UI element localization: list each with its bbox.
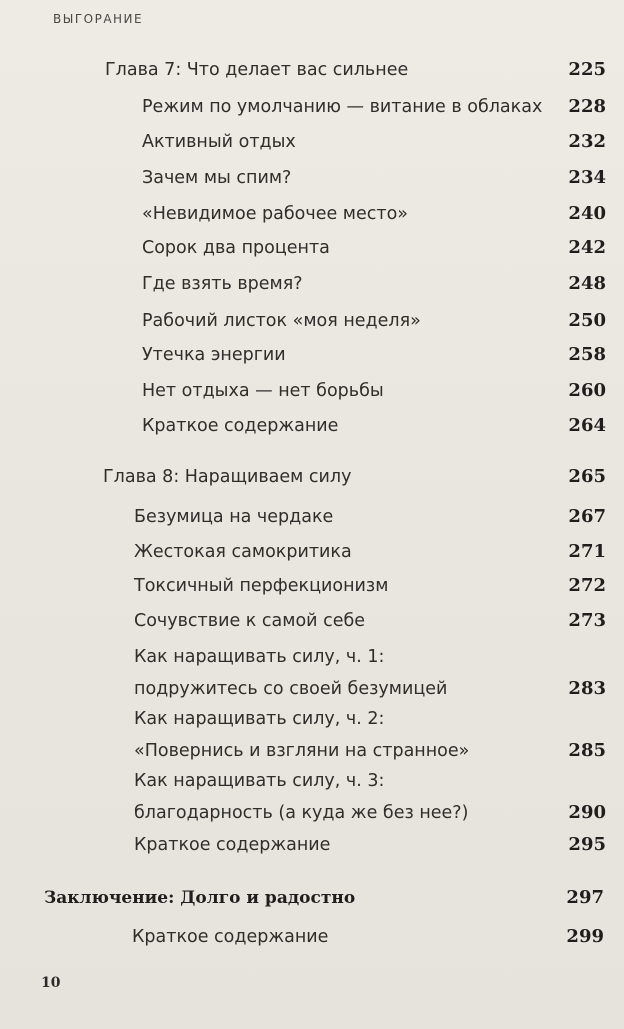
- toc-item-title: Безумица на чердаке: [134, 507, 334, 527]
- toc-item: [142, 376, 606, 406]
- toc-page-number: 258: [568, 344, 606, 365]
- toc-item-title: Сочувствие к самой себе: [134, 611, 366, 631]
- toc-item-title-line1: Как наращивать силу, ч. 3:: [134, 771, 385, 791]
- toc-item-multiline: [134, 703, 606, 767]
- toc-item-title-line1: Как наращивать силу, ч. 2:: [134, 709, 385, 729]
- toc-item: [142, 127, 606, 157]
- toc-item-title: «Невидимое рабочее место»: [142, 204, 408, 224]
- toc-item: [134, 830, 606, 860]
- toc-page-number: 225: [568, 59, 606, 80]
- toc-item-title: Утечка энергии: [142, 345, 286, 365]
- toc-chapter-title: Глава 7: Что делает вас сильнее: [105, 60, 409, 80]
- toc-item: [142, 269, 606, 299]
- toc-item-title: Режим по умолчанию — витание в облаках: [142, 97, 543, 117]
- toc-item-multiline: [134, 641, 606, 705]
- toc-page-number: 250: [568, 310, 606, 331]
- toc-page-number: 242: [568, 237, 606, 258]
- toc-item-title: Нет отдыха — нет борьбы: [142, 381, 384, 401]
- toc-item-title: Активный отдых: [142, 132, 296, 152]
- toc-item: [142, 306, 606, 336]
- toc-page-number: 234: [568, 167, 606, 188]
- running-head: ВЫГОРАНИЕ: [53, 12, 144, 26]
- toc-item-title: Зачем мы спим?: [142, 168, 292, 188]
- toc-page-number: 232: [568, 131, 606, 152]
- toc-item: [142, 340, 606, 370]
- toc-item-title: Рабочий листок «моя неделя»: [142, 311, 421, 331]
- toc-chapter-8: [103, 462, 606, 492]
- toc-chapter-title: Глава 8: Наращиваем силу: [103, 467, 352, 487]
- toc-page-number: 267: [568, 506, 606, 527]
- toc-chapter-7: [105, 55, 606, 85]
- toc-item: [134, 502, 606, 532]
- toc-item: [134, 537, 606, 567]
- toc-page-number: 265: [568, 466, 606, 487]
- toc-item: [142, 199, 606, 229]
- toc-page-number: 248: [568, 273, 606, 294]
- toc-item-title: Краткое содержание: [142, 416, 339, 436]
- toc-item: [142, 163, 606, 193]
- toc-item-title: Краткое содержание: [132, 927, 329, 947]
- toc-item: [134, 606, 606, 636]
- toc-item-title: Токсичный перфекционизм: [134, 576, 389, 596]
- toc-item-title: Жестокая самокритика: [134, 542, 352, 562]
- toc-item: [134, 571, 606, 601]
- toc-item: [142, 233, 606, 263]
- toc-item: [142, 411, 606, 441]
- toc-page-number: 285: [568, 740, 606, 761]
- toc-page-number: 271: [568, 541, 606, 562]
- toc-item-multiline: [134, 765, 606, 829]
- toc-page-number: 228: [568, 96, 606, 117]
- toc-page-number: 264: [568, 415, 606, 436]
- toc-item-title: Где взять время?: [142, 274, 303, 294]
- toc-item-title-line2: «Повернись и взгляни на странное»: [134, 741, 470, 761]
- toc-conclusion: [44, 883, 604, 913]
- toc-page-number: 295: [568, 834, 606, 855]
- toc-page-number: 240: [568, 203, 606, 224]
- toc-page-number: 299: [566, 926, 604, 947]
- toc-page-number: 272: [568, 575, 606, 596]
- toc-item-title-line1: Как наращивать силу, ч. 1:: [134, 647, 385, 667]
- toc-item-title: Сорок два процента: [142, 238, 330, 258]
- toc-item-title: Краткое содержание: [134, 835, 331, 855]
- toc-page-number: 297: [566, 887, 604, 908]
- toc-page-number: 283: [568, 678, 606, 699]
- toc-item: [132, 922, 604, 952]
- toc-page-number: 260: [568, 380, 606, 401]
- toc-page-number: 273: [568, 610, 606, 631]
- toc-page-number: 290: [568, 802, 606, 823]
- toc-item: [142, 92, 606, 122]
- toc-item-title-line2: благодарность (а куда же без нее?): [134, 803, 469, 823]
- toc-item-title-line2: подружитесь со своей безумицей: [134, 679, 448, 699]
- page-number-folio: 10: [41, 975, 61, 991]
- toc-conclusion-title: Заключение: Долго и радостно: [44, 888, 356, 908]
